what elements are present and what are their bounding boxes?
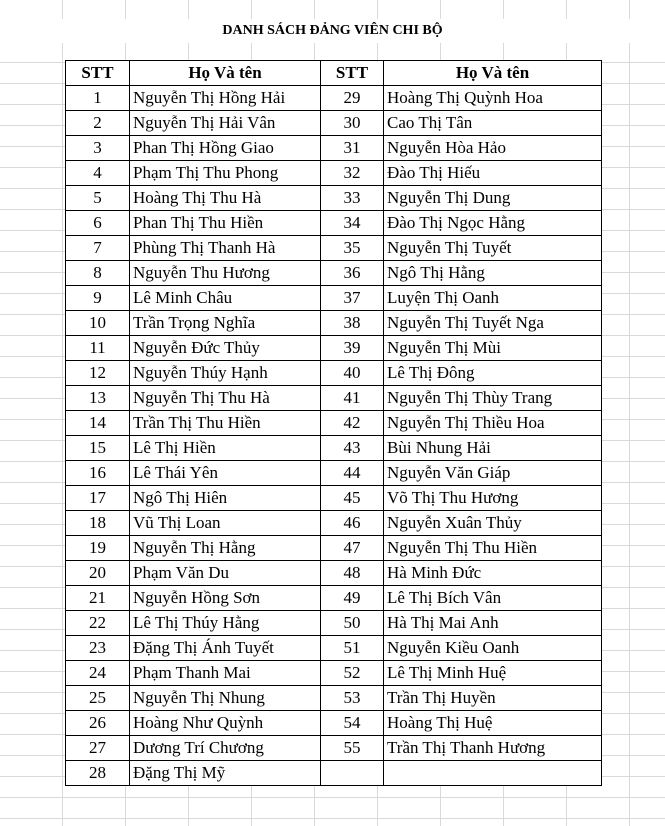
name-cell-right[interactable]: Nguyễn Thị Thu Hiền: [384, 536, 602, 561]
stt-cell-left[interactable]: 13: [66, 386, 130, 411]
name-cell-right[interactable]: Nguyễn Xuân Thủy: [384, 511, 602, 536]
name-cell-right[interactable]: Hà Thị Mai Anh: [384, 611, 602, 636]
stt-cell-right[interactable]: 38: [321, 311, 384, 336]
stt-cell-right[interactable]: 30: [321, 111, 384, 136]
name-cell-right[interactable]: Đào Thị Hiếu: [384, 161, 602, 186]
name-cell-right[interactable]: Đào Thị Ngọc Hằng: [384, 211, 602, 236]
stt-cell-right[interactable]: 29: [321, 86, 384, 111]
table-row: [66, 761, 602, 786]
name-cell-right[interactable]: Lê Thị Minh Huệ: [384, 661, 602, 686]
header-row: [66, 61, 602, 86]
name-cell-left[interactable]: Nguyễn Thúy Hạnh: [130, 361, 321, 386]
table-row: [66, 636, 602, 661]
stt-cell-right[interactable]: 47: [321, 536, 384, 561]
name-cell-right[interactable]: Nguyễn Thị Dung: [384, 186, 602, 211]
stt-cell-left[interactable]: 2: [66, 111, 130, 136]
stt-cell-left[interactable]: 3: [66, 136, 130, 161]
stt-cell-left[interactable]: 26: [66, 711, 130, 736]
table-row: [66, 86, 602, 111]
stt-cell-left[interactable]: 14: [66, 411, 130, 436]
name-cell-right[interactable]: Nguyễn Thị Thiều Hoa: [384, 411, 602, 436]
name-cell-right[interactable]: Nguyễn Thị Tuyết Nga: [384, 311, 602, 336]
table-row: [66, 461, 602, 486]
name-cell-right[interactable]: Võ Thị Thu Hương: [384, 486, 602, 511]
stt-cell-right[interactable]: 45: [321, 486, 384, 511]
stt-cell-right[interactable]: 40: [321, 361, 384, 386]
table-row: [66, 486, 602, 511]
stt-header-right[interactable]: STT: [321, 61, 384, 86]
name-cell-left[interactable]: Phạm Thanh Mai: [130, 661, 321, 686]
stt-header-left[interactable]: STT: [66, 61, 130, 86]
name-cell-right[interactable]: Hà Minh Đức: [384, 561, 602, 586]
name-cell-left[interactable]: Nguyễn Hồng Sơn: [130, 586, 321, 611]
name-cell-left[interactable]: Trần Thị Thu Hiền: [130, 411, 321, 436]
name-cell-left[interactable]: Lê Thị Hiền: [130, 436, 321, 461]
name-cell-right[interactable]: Luyện Thị Oanh: [384, 286, 602, 311]
stt-cell-right[interactable]: 35: [321, 236, 384, 261]
stt-cell-right[interactable]: 53: [321, 686, 384, 711]
stt-cell-left[interactable]: 18: [66, 511, 130, 536]
name-cell-left[interactable]: Phạm Thị Thu Phong: [130, 161, 321, 186]
name-cell-right[interactable]: Ngô Thị Hằng: [384, 261, 602, 286]
stt-cell-right[interactable]: 48: [321, 561, 384, 586]
name-cell-right[interactable]: Nguyễn Thị Mùi: [384, 336, 602, 361]
name-cell-left[interactable]: Hoàng Như Quỳnh: [130, 711, 321, 736]
table-row: [66, 561, 602, 586]
table-row: [66, 586, 602, 611]
stt-cell-right[interactable]: 32: [321, 161, 384, 186]
stt-cell-left[interactable]: 7: [66, 236, 130, 261]
table-row: [66, 161, 602, 186]
name-cell-left[interactable]: Phạm Văn Du: [130, 561, 321, 586]
name-cell-left[interactable]: Lê Minh Châu: [130, 286, 321, 311]
stt-cell-left[interactable]: 10: [66, 311, 130, 336]
stt-cell-left[interactable]: 20: [66, 561, 130, 586]
stt-cell-left[interactable]: 25: [66, 686, 130, 711]
name-cell-right[interactable]: Lê Thị Bích Vân: [384, 586, 602, 611]
name-cell-left[interactable]: Lê Thái Yên: [130, 461, 321, 486]
name-cell-left[interactable]: Nguyễn Thị Nhung: [130, 686, 321, 711]
table-row: [66, 686, 602, 711]
stt-cell-right[interactable]: 49: [321, 586, 384, 611]
stt-cell-left[interactable]: 24: [66, 661, 130, 686]
stt-cell-left[interactable]: 17: [66, 486, 130, 511]
name-cell-right[interactable]: Nguyễn Văn Giáp: [384, 461, 602, 486]
sheet-title: DANH SÁCH ĐẢNG VIÊN CHI BỘ: [0, 19, 665, 43]
table-row: [66, 511, 602, 536]
name-cell-left[interactable]: Dương Trí Chương: [130, 736, 321, 761]
table-row: [66, 286, 602, 311]
stt-cell-left[interactable]: 8: [66, 261, 130, 286]
name-cell-left[interactable]: Phùng Thị Thanh Hà: [130, 236, 321, 261]
name-cell-right[interactable]: Trần Thị Huyền: [384, 686, 602, 711]
name-cell-left[interactable]: Phan Thị Thu Hiền: [130, 211, 321, 236]
name-cell-right[interactable]: [384, 761, 602, 786]
stt-cell-right[interactable]: 52: [321, 661, 384, 686]
table-row: [66, 236, 602, 261]
table-row: [66, 311, 602, 336]
name-cell-left[interactable]: Nguyễn Thị Hồng Hải: [130, 86, 321, 111]
table-row: [66, 136, 602, 161]
table-row: [66, 736, 602, 761]
stt-cell-right[interactable]: 54: [321, 711, 384, 736]
name-cell-left[interactable]: Lê Thị Thúy Hằng: [130, 611, 321, 636]
name-cell-right[interactable]: Bùi Nhung Hải: [384, 436, 602, 461]
table-row: [66, 436, 602, 461]
stt-cell-right[interactable]: 33: [321, 186, 384, 211]
table-row: [66, 411, 602, 436]
name-cell-right[interactable]: Hoàng Thị Huệ: [384, 711, 602, 736]
stt-cell-left[interactable]: 22: [66, 611, 130, 636]
name-cell-left[interactable]: Ngô Thị Hiên: [130, 486, 321, 511]
stt-cell-right[interactable]: 34: [321, 211, 384, 236]
stt-cell-left[interactable]: 11: [66, 336, 130, 361]
stt-cell-left[interactable]: 6: [66, 211, 130, 236]
stt-cell-right[interactable]: 39: [321, 336, 384, 361]
stt-cell-right[interactable]: 43: [321, 436, 384, 461]
name-cell-left[interactable]: Nguyễn Thị Thu Hà: [130, 386, 321, 411]
name-cell-right[interactable]: Nguyễn Thị Tuyết: [384, 236, 602, 261]
stt-cell-right[interactable]: 44: [321, 461, 384, 486]
name-cell-right[interactable]: Nguyễn Thị Thùy Trang: [384, 386, 602, 411]
name-cell-right[interactable]: Nguyễn Kiều Oanh: [384, 636, 602, 661]
stt-cell-left[interactable]: 9: [66, 286, 130, 311]
stt-cell-left[interactable]: 1: [66, 86, 130, 111]
name-cell-left[interactable]: Vũ Thị Loan: [130, 511, 321, 536]
stt-cell-left[interactable]: 16: [66, 461, 130, 486]
stt-cell-right[interactable]: 37: [321, 286, 384, 311]
name-cell-left[interactable]: Đặng Thị Mỹ: [130, 761, 321, 786]
table-row: [66, 536, 602, 561]
table-row: [66, 111, 602, 136]
stt-cell-right[interactable]: 42: [321, 411, 384, 436]
member-table-body: [66, 86, 602, 786]
stt-cell-right[interactable]: 51: [321, 636, 384, 661]
name-cell-left[interactable]: Phan Thị Hồng Giao: [130, 136, 321, 161]
stt-cell-left[interactable]: 21: [66, 586, 130, 611]
stt-cell-left[interactable]: 28: [66, 761, 130, 786]
stt-cell-left[interactable]: 27: [66, 736, 130, 761]
name-cell-right[interactable]: Nguyễn Hòa Hảo: [384, 136, 602, 161]
table-row: [66, 386, 602, 411]
stt-cell-left[interactable]: 4: [66, 161, 130, 186]
table-row: [66, 186, 602, 211]
table-row: [66, 261, 602, 286]
stt-cell-right[interactable]: [321, 761, 384, 786]
stt-cell-right[interactable]: 41: [321, 386, 384, 411]
stt-cell-right[interactable]: 46: [321, 511, 384, 536]
stt-cell-right[interactable]: 31: [321, 136, 384, 161]
stt-cell-left[interactable]: 5: [66, 186, 130, 211]
stt-cell-right[interactable]: 55: [321, 736, 384, 761]
name-cell-right[interactable]: Trần Thị Thanh Hương: [384, 736, 602, 761]
stt-cell-left[interactable]: 19: [66, 536, 130, 561]
name-cell-left[interactable]: Nguyễn Thị Hải Vân: [130, 111, 321, 136]
stt-cell-left[interactable]: 23: [66, 636, 130, 661]
name-cell-left[interactable]: Nguyễn Đức Thủy: [130, 336, 321, 361]
table-row: [66, 361, 602, 386]
name-cell-left[interactable]: Đặng Thị Ánh Tuyết: [130, 636, 321, 661]
name-header-right[interactable]: Họ Và tên: [384, 61, 602, 86]
stt-cell-left[interactable]: 15: [66, 436, 130, 461]
stt-cell-left[interactable]: 12: [66, 361, 130, 386]
name-cell-left[interactable]: Hoàng Thị Thu Hà: [130, 186, 321, 211]
table-row: [66, 336, 602, 361]
name-cell-right[interactable]: Hoàng Thị Quỳnh Hoa: [384, 86, 602, 111]
name-cell-left[interactable]: Nguyễn Thu Hương: [130, 261, 321, 286]
name-cell-left[interactable]: Trần Trọng Nghĩa: [130, 311, 321, 336]
name-cell-left[interactable]: Nguyễn Thị Hằng: [130, 536, 321, 561]
member-table: [65, 60, 602, 786]
name-cell-right[interactable]: Cao Thị Tân: [384, 111, 602, 136]
table-row: [66, 211, 602, 236]
table-row: [66, 661, 602, 686]
name-cell-right[interactable]: Lê Thị Đông: [384, 361, 602, 386]
table-row: [66, 611, 602, 636]
stt-cell-right[interactable]: 36: [321, 261, 384, 286]
table-row: [66, 711, 602, 736]
name-header-left[interactable]: Họ Và tên: [130, 61, 321, 86]
stt-cell-right[interactable]: 50: [321, 611, 384, 636]
